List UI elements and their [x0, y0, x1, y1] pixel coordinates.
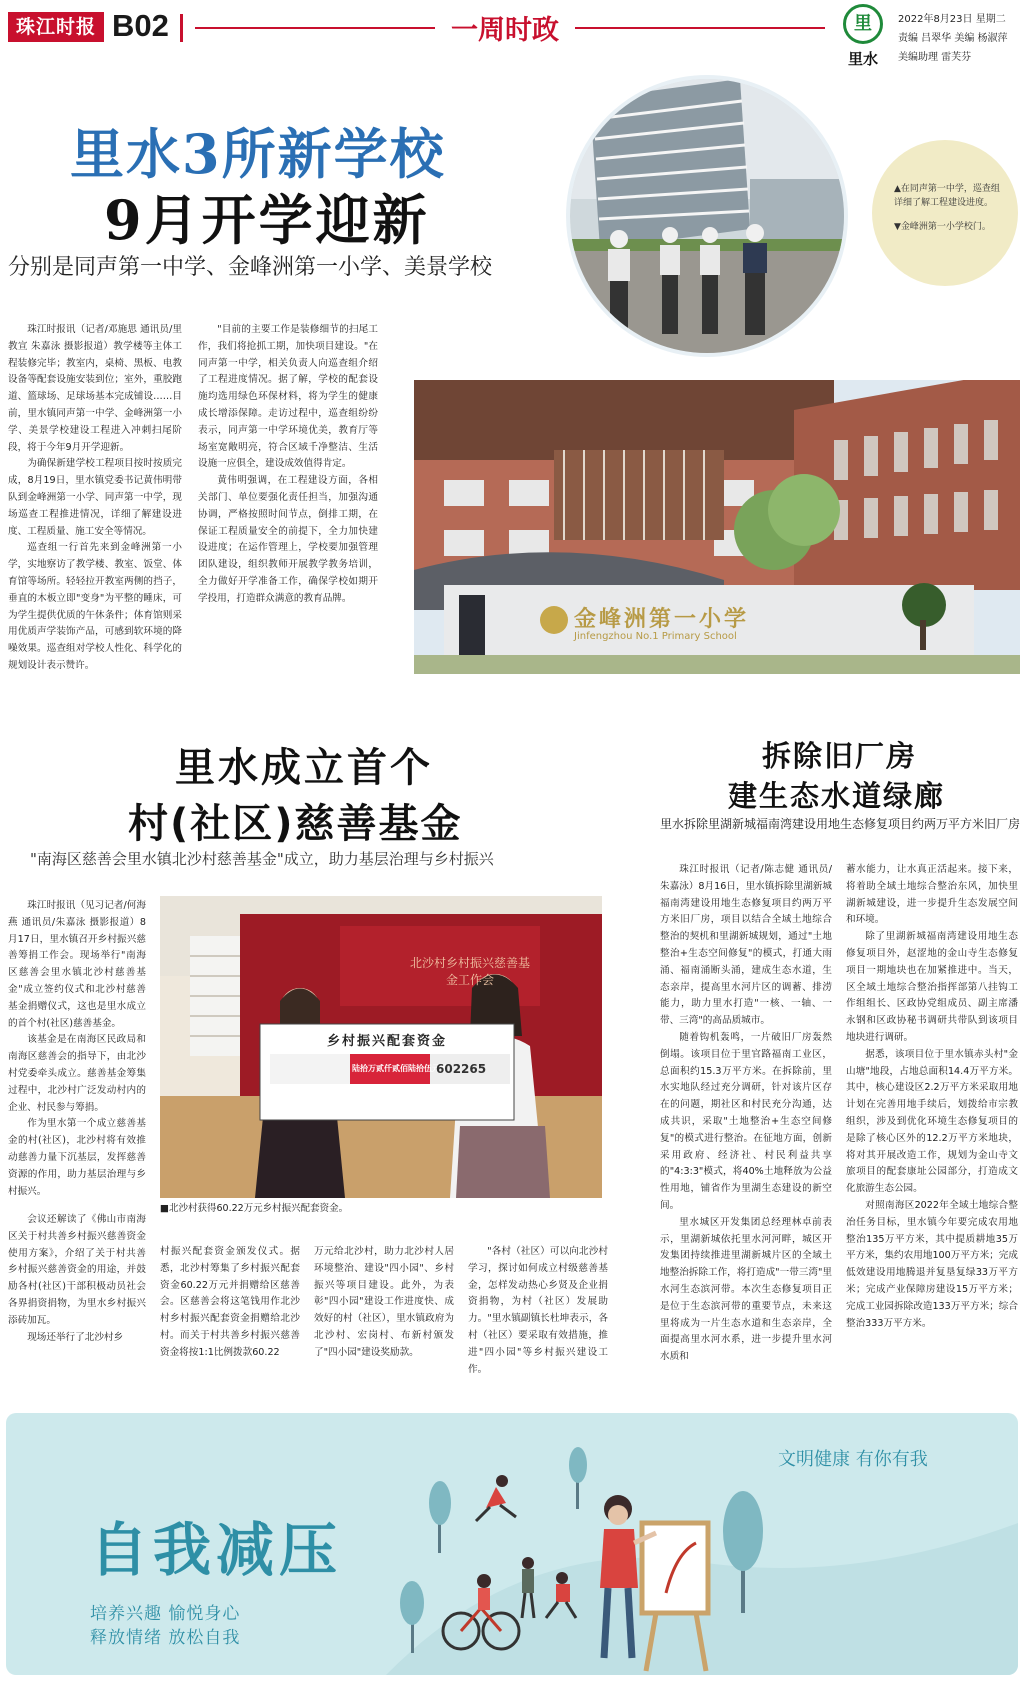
- fund-ceremony-photo: [160, 896, 602, 1198]
- article1-paragraph: 巡查组一行首先来到金峰洲第一小学，实地察访了教学楼、教室、饭堂、体育馆等场所。轻轻拉开教室两侧的挡子，垂直的木板立即"变身"为平整的睡床，可为学生提供优质的午休条件；体育馆则采用优质声学装饰产品，可感到软环境的降噪效果。巡查组对学校人性化、科学化的规划设计表示赞许。: [8, 542, 182, 671]
- cheque-title: 乡村振兴配套资金: [326, 1034, 447, 1049]
- article3-subtitle: 里水拆除里湖新城福南湾建设用地生态修复项目约两万平方米旧厂房: [660, 817, 1021, 831]
- article2-column-2: [160, 1244, 300, 1386]
- article2-paragraph: 作为里水第一个成立慈善基金的村(社区)，北沙村将有效推动慈善力量下沉基层，发挥慈善资源的作用，助力基层治理与乡村振兴。: [8, 1118, 146, 1197]
- article2-column-3: [314, 1244, 454, 1386]
- editor-assistant-line: 美编助理 雷芙芬: [898, 52, 972, 63]
- cheque-amount: 陆拾万贰仟贰佰陆拾伍元整: [352, 1064, 448, 1073]
- article2-subtitle: "南海区慈善会里水镇北沙村慈善基金"成立，助力基层治理与乡村振兴: [30, 850, 494, 868]
- article3-paragraph: 里水城区开发集团总经理林卓前表示，里湖新城依托里水河河畔，城区开发集团持续推进里湖新城片区的全域土地整治拆除工作，将打造成"一带三湾"里水河生态滨河带。本次生态修复项目正是位于生态滨河带的重要节点，未来这里将成为一片生态水道和生态亲岸，全面提高里水河水系，进一步提升里水河水质和: [660, 1216, 832, 1363]
- article2-title-line2: 村(社区)慈善基金: [128, 801, 463, 847]
- article3-paragraph: 蓄水能力，让水真正活起来。接下来，将着助全域土地综合整治东风，加快里湖新城建设，进一步提升生态发展空间和环境。: [846, 864, 1018, 926]
- banner-line-2: 释放情绪 放松自我: [90, 1628, 241, 1648]
- photo-caption-gate: ▼金峰洲第一小学校门。: [894, 222, 991, 232]
- article3-paragraph: 珠江时报讯（记者/陈志健 通讯员/朱嘉泳）8月16日，里水镇拆除里湖新城福南湾建设用地生态修复项目约两万平方米旧厂房，项目以结合全域土地综合整治的契机和里湖新城规划，通过"土地整治+生态空间修复"的模式，打通大雨涌、福南涌断头涌，建成生态水道，生态亲岸，提高里水河片区的调蓄、排涝能力，助力里水打造"一核、一轴、一带、三湾"的高品质城市。: [660, 864, 832, 1027]
- header-rule-left: [195, 27, 435, 29]
- banner-line-1: 培养兴趣 愉悦身心: [90, 1604, 241, 1624]
- masthead: [0, 0, 1024, 70]
- lishui-seal-icon: 里: [843, 4, 883, 44]
- issue-weekday: 星期二: [975, 14, 1006, 25]
- inspection-photo: [566, 75, 848, 357]
- school-sign-en: Jinfengzhou No.1 Primary School: [574, 631, 737, 642]
- article2-paragraph: 会议还解读了《佛山市南海区关于村共善乡村振兴慈善资金使用方案》，介绍了关于村共善乡村振兴慈善资金的用途，并鼓励各村(社区)干部积极动员社会各界捐资捐物，为里水乡村振兴添砖加瓦。: [8, 1214, 146, 1326]
- section-title: 一周时政: [451, 15, 559, 46]
- article1-paragraph: 为确保新建学校工程项目按时按质完成，8月19日，里水镇党委书记黄伟明带队到金峰洲第一小学、同声第一中学，现场巡查工程推进情况，详细了解建设进度、工程质量、施工安全等情况。: [8, 458, 182, 537]
- article3-paragraph: 除了里湖新城福南湾建设用地生态修复项目外，赵涩地的金山寺生态修复项目一期地块也在加紧推进中。当天，区全域土地综合整治指挥部第八挂钩工作组组长、区政协党组成员、副主席潘永钢和区政协秘书调研共带队到该项目地块进行调研。: [846, 931, 1018, 1043]
- page-number: B02: [112, 8, 169, 43]
- school-sign-cn: 金峰洲第一小学: [574, 606, 750, 632]
- photo-caption-circle: [872, 140, 1018, 286]
- article2-title-line1: 里水成立首个: [175, 745, 433, 791]
- article2-paragraph: 珠江时报讯（见习记者/何海燕 通讯员/朱嘉泳 摄影报道）8月17日，里水镇召开乡村振兴慈善筹捐工作会。现场举行"南海区慈善会里水镇北沙村慈善基金"成立签约仪式和北沙村慈善基金捐赠仪式，这也是里水成立的首个村(社区)慈善基金。: [8, 900, 146, 1029]
- article2-paragraph: 现场还举行了北沙村乡: [27, 1331, 124, 1343]
- article2-paragraph: 万元给北沙村，助力北沙村人居环境整治、建设"四小园"、乡村振兴等项目建设。此外，为表彰"四小园"建设工作进度快、成效好的村（社区），里水镇政府为北沙村、宏岗村、布新村颁发了"四小园"建设奖励款。: [314, 1246, 454, 1358]
- article2-paragraph: 村振兴配套资金颁发仪式。据悉，北沙村筹集了乡村振兴配套资金60.22万元并捐赠给区慈善会。区慈善会将这笔钱用作北沙村乡村振兴配套资金捐赠给北沙村。而关于村共善乡村振兴慈善资金将按1:1比例拨款60.22: [160, 1246, 300, 1358]
- ceremony-backdrop-text: 北沙村乡村振兴慈善基金工作会: [410, 956, 531, 987]
- header-rule-right: [575, 27, 825, 29]
- article2-paragraph: 该基金是在南海区民政局和南海区慈善会的指导下，由北沙村党委牵头成立。慈善基金筹集过程中，北沙村广泛发动村内的企业、村民参与筹捐。: [8, 1034, 146, 1113]
- article3-title-line2: 建生态水道绿廊: [728, 779, 946, 813]
- article1-subtitle: 分别是同声第一中学、金峰洲第一小学、美景学校: [8, 255, 493, 280]
- article3-column-2: [846, 862, 1018, 1386]
- article1-title-line1: 里水3所新学校: [70, 122, 446, 186]
- ceremony-photo-caption: ■北沙村获得60.22万元乡村振兴配套资金。: [160, 1203, 349, 1214]
- issue-date: 2022年8月23日: [898, 14, 973, 25]
- article1-paragraph: "目前的主要工作是装修细节的扫尾工作，我们将抢抓工期，加快项目建设。"在同声第一中学，相关负责人向巡查组介绍了工程进度情况。据了解，学校的配套设施均选用绿色环保材料，将为学生的健康成长增添保障。走访过程中，巡查组纷纷表示，同声第一中学环境优美，教育厅等场室宽敞明亮，符合区域千净整洁、生活设施一应俱全，建设成效值得肯定。: [198, 324, 378, 470]
- article3-paragraph: 对照南海区2022年全域土地综合整治任务目标，里水镇今年要完成农用地整治135万平方米，其中提质耕地35万平方米，集约农用地100万平方米；完成低效建设用地腾退并复垦复绿33万平方米；完成产业保障房建设15万平方米；完成工业园拆除改造133万平方米；综合整治333万平方米。: [846, 1199, 1018, 1329]
- article1-paragraph: 珠江时报讯（记者/邓施思 通讯员/里教宣 朱嘉泳 摄影报道）教学楼等主体工程装修完毕；教室内，桌椅、黑板、电教设备等配套设施安装到位；室外，重胶跑道、篮球场、足球场基本完成铺设……目前，里水镇同声第一中学、金峰洲第一小学、美景学校建设工程进入冲刺扫尾阶段，将于今年9月开学迎新。: [8, 324, 182, 453]
- article2-paragraph: "各村（社区）可以向北沙村学习，探讨如何成立村级慈善基金，怎样发动热心乡贤及企业捐资捐物，为村（社区）发展助力。"里水镇副镇长杜坤表示，各村（社区）要采取有效措施，推进"四小园"等乡村振兴建设工作。: [468, 1246, 608, 1375]
- newspaper-logo: 珠江时报: [8, 12, 104, 42]
- issue-meta: [898, 10, 1008, 67]
- school-gate-photo: [414, 380, 1020, 674]
- article1-column-1: [8, 322, 182, 675]
- article3-paragraph: 据悉，该项目位于里水镇赤头村"金山塘"地段，占地总面积14.4万平方米。其中，核心建设区2.2万平方米采取用地计划在完善用地手续后，划拨给市宗教组织，涉及到优化环境生态修复项目的是除了核心区外的12.2万平方米地块，将对其开展改造工作，规划为金山寺文旅项目的配套康址公园部分，打造成文化旅游生态公园。: [846, 1048, 1018, 1195]
- article3-title-line1: 拆除旧厂房: [762, 739, 918, 773]
- page-divider: [180, 14, 183, 42]
- banner-title: 自我减压: [90, 1516, 343, 1584]
- editor-line: 责编 吕翠华 美编 杨淑萍: [898, 33, 1008, 44]
- article1-column-2: [198, 322, 378, 692]
- seal-name: 里水: [847, 50, 878, 68]
- article1-title-line2: 9月开学迎新: [104, 188, 430, 252]
- article1-paragraph: 黄伟明强调，在工程建设方面，各相关部门、单位要强化责任担当，加强沟通协调，严格按照时间节点，倒排工期，在保证工程质量安全的前提下，全力加快建设进度；在运作管理上，学校要加强管理团队建设，组织教师开展教学教务培训，全力做好开学准备工作，确保学校如期开学投用，打造群众满意的教育品牌。: [198, 475, 378, 604]
- banner-slogan: 文明健康 有你有我: [778, 1449, 928, 1470]
- photo-caption-inspection: ▲在同声第一中学，巡查组详细了解工程建设进度。: [894, 184, 1000, 208]
- article3-column-1: [660, 862, 832, 1386]
- article2-column-1b: [8, 1212, 146, 1386]
- article3-paragraph: 随着钩机轰鸣，一片破旧厂房轰然倒塌。该项目位于里官路福南工业区，总面积约15.3万平方米。在拆除前，里水实地队经过充分调研，针对该片区存在的问题，期社区和村民充分沟通，达成共识，采取"土地整治+生态空间修复"的模式进行整治。在征地方面，创新采用政府、经济社、村民利益共享的"4:3:3"模式，将40%土地释放为公益性用地，铺省作为里湖生态建设的新空间。: [660, 1031, 832, 1211]
- cheque-number: 602265: [436, 1062, 487, 1076]
- article2-column-1a: [8, 898, 146, 1200]
- article2-column-4: [468, 1244, 608, 1386]
- public-service-banner: [6, 1413, 1018, 1675]
